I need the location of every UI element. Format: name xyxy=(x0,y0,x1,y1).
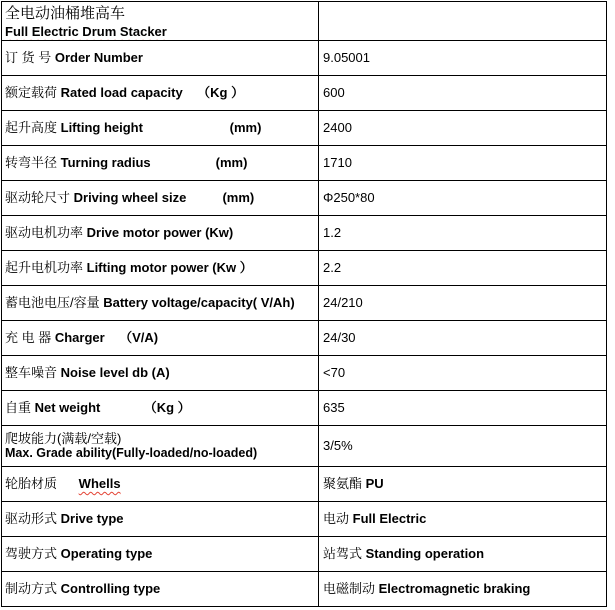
spec-label-cell xyxy=(2,467,319,501)
spec-value-cell xyxy=(319,572,606,606)
value-text: 2.2 xyxy=(323,260,342,275)
value-text: 1710 xyxy=(323,155,352,170)
value-text: <70 xyxy=(323,365,346,380)
label-zh: 额定载荷 xyxy=(5,85,61,100)
spec-row-grade-ability xyxy=(2,426,606,467)
label-zh: 整车噪音 xyxy=(5,365,61,380)
value-text: 电磁制动 xyxy=(323,581,379,596)
spec-value-cell xyxy=(319,321,606,355)
value-en: Electromagnetic braking xyxy=(378,581,531,596)
product-title-zh: 全电动油桶堆高车 xyxy=(5,5,126,22)
spec-row-noise-level xyxy=(2,356,606,391)
spec-row-driving-wheel-size xyxy=(2,181,606,216)
spec-value-cell xyxy=(319,146,606,180)
label-en: Turning radius (mm) xyxy=(60,155,248,170)
spec-label-cell xyxy=(2,286,319,320)
spec-label-cell xyxy=(2,216,319,250)
label-zh: 充 电 器 xyxy=(5,330,55,345)
model-cell xyxy=(319,2,606,40)
value-text: Φ250*80 xyxy=(323,190,375,205)
label-zh: 驾驶方式 xyxy=(5,546,61,561)
spec-label-cell xyxy=(2,251,319,285)
label-zh: 驱动电机功率 xyxy=(5,225,87,240)
value-en: Standing operation xyxy=(365,546,485,561)
spec-row-drive-motor-power xyxy=(2,216,606,251)
label-en: Drive motor power (Kw) xyxy=(86,225,234,240)
spec-value-cell xyxy=(319,467,606,501)
value-text: 24/210 xyxy=(323,295,363,310)
spec-value-cell xyxy=(319,41,606,75)
value-text: 1.2 xyxy=(323,225,342,240)
spec-label-cell xyxy=(2,391,319,425)
spec-label-cell xyxy=(2,76,319,110)
spec-row-drive-type xyxy=(2,502,606,537)
spec-value-cell xyxy=(319,76,606,110)
value-text: 聚氨酯 xyxy=(323,476,366,491)
label-zh: 制动方式 xyxy=(5,581,61,596)
label-zh: 起升电机功率 xyxy=(5,260,87,275)
spec-row-operating-type xyxy=(2,537,606,572)
product-title-en: Full Electric Drum Stacker xyxy=(5,24,167,39)
spec-value-cell xyxy=(319,286,606,320)
label-zh: 驱动形式 xyxy=(5,511,61,526)
value-en: PU xyxy=(365,476,384,491)
spec-row-wheel-material xyxy=(2,467,606,502)
spec-row-charger xyxy=(2,321,606,356)
spec-value-cell xyxy=(319,216,606,250)
spec-value-cell xyxy=(319,251,606,285)
label-en: Lifting motor power (Kw ） xyxy=(86,260,253,275)
spec-value-cell xyxy=(319,391,606,425)
spec-row-order-number xyxy=(2,41,606,76)
label-en: Net weight （Kg ） xyxy=(34,400,191,415)
value-text: 9.05001 xyxy=(323,50,370,65)
label-zh: 蓄电池电压/容量 xyxy=(5,295,104,310)
spec-row-battery-voltage-capacity xyxy=(2,286,606,321)
spec-table xyxy=(1,1,607,607)
spec-row-rated-load-capacity xyxy=(2,76,606,111)
spec-label-cell xyxy=(2,572,319,606)
spec-label-cell xyxy=(2,502,319,536)
label-en: Charger （V/A) xyxy=(54,330,159,345)
label-zh: 驱动轮尺寸 xyxy=(5,190,74,205)
label-en: Rated load capacity （Kg ） xyxy=(60,85,245,100)
spec-row-lifting-height xyxy=(2,111,606,146)
value-text: 600 xyxy=(323,85,345,100)
label-en: Controlling type xyxy=(60,581,161,596)
label-zh: 起升高度 xyxy=(5,120,61,135)
value-text: 635 xyxy=(323,400,345,415)
label-zh: 爬坡能力(满载/空载) xyxy=(5,431,122,446)
spec-label-cell xyxy=(2,537,319,571)
label-en: Battery voltage/capacity( V/Ah) xyxy=(103,295,295,310)
label-en: Noise level db (A) xyxy=(60,365,170,380)
spec-label-cell xyxy=(2,321,319,355)
value-text: 3/5% xyxy=(323,438,353,453)
label-zh: 自重 xyxy=(5,400,35,415)
label-en: Drive type xyxy=(60,511,124,526)
spec-label-cell xyxy=(2,426,319,466)
spec-label-cell xyxy=(2,41,319,75)
spec-value-cell xyxy=(319,537,606,571)
spec-label-cell xyxy=(2,181,319,215)
spec-row-lifting-motor-power xyxy=(2,251,606,286)
label-zh: 转弯半径 xyxy=(5,155,61,170)
spec-label-cell xyxy=(2,356,319,390)
spec-row-net-weight xyxy=(2,391,606,426)
label-en: Lifting height (mm) xyxy=(60,120,262,135)
spec-value-cell xyxy=(319,426,606,466)
spec-value-cell xyxy=(319,181,606,215)
spec-value-cell xyxy=(319,111,606,145)
product-title-cell xyxy=(2,2,319,40)
table-header-row xyxy=(2,2,606,41)
label-en: Order Number xyxy=(54,50,143,65)
value-text: 站驾式 xyxy=(323,546,366,561)
value-en: Full Electric xyxy=(352,511,427,526)
label-en: Driving wheel size (mm) xyxy=(73,190,255,205)
value-text: 电动 xyxy=(323,511,353,526)
spec-row-controlling-type xyxy=(2,572,606,606)
value-text: 24/30 xyxy=(323,330,356,345)
spec-label-cell xyxy=(2,111,319,145)
spec-label-cell xyxy=(2,146,319,180)
spec-value-cell xyxy=(319,356,606,390)
label-zh: 订 货 号 xyxy=(5,50,55,65)
label-en: Max. Grade ability(Fully-loaded/no-loaded) xyxy=(5,446,258,460)
value-text: 2400 xyxy=(323,120,352,135)
label-en: Whells xyxy=(78,476,121,491)
label-zh: 轮胎材质 xyxy=(5,476,79,491)
spec-row-turning-radius xyxy=(2,146,606,181)
label-en: Operating type xyxy=(60,546,153,561)
spec-value-cell xyxy=(319,502,606,536)
